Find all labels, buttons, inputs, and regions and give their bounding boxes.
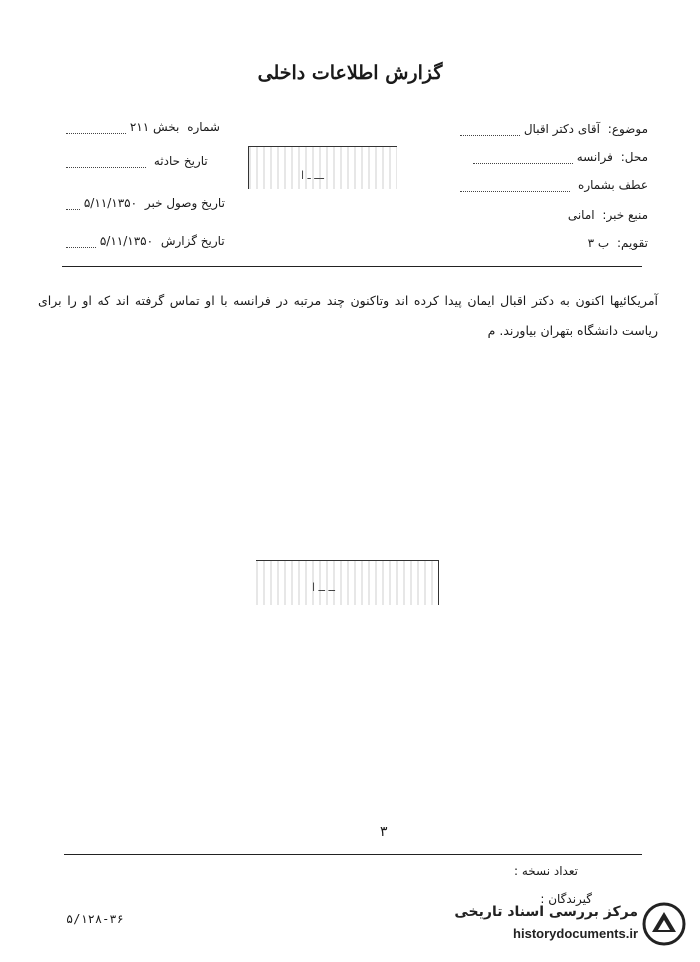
reference-dots [460,181,570,192]
copies-label: تعداد نسخه : [513,864,578,878]
recipients-label: گیرندگان : [540,892,592,906]
incident-date-dots [66,157,146,168]
middle-stamp [256,560,439,605]
receipt-date-dots [66,199,80,210]
source-label: منبع خبر: [602,208,648,222]
report-date-dots [66,237,96,248]
watermark-english: historydocuments.ir [513,926,638,941]
subject-dots [460,125,520,136]
source-field [568,208,648,222]
footer-divider [64,854,642,855]
report-body: آمریکائیها اکنون به دکتر اقبال ایمان پیدا کرده اند وتاکنون چند مرتبه در فرانسه با او تماس گرفته اند که او را برای ریاست دانشگاه بتهران بیاورند. م [38,293,658,338]
subject-value: آقای دکتر اقبال [523,122,600,136]
subject-field [460,122,648,136]
reference-field [460,178,648,192]
incident-date-label: تاریخ حادثه [153,154,208,168]
evaluation-label: تقویم: [617,236,648,250]
number-field [66,120,220,134]
number-dots [66,123,126,134]
top-stamp-texture [249,147,397,189]
report-date-field [66,234,225,248]
receipt-date-label: تاریخ وصول خبر [144,196,225,210]
place-value: فرانسه [576,150,613,164]
watermark [420,896,690,956]
evaluation-field [588,236,648,250]
reference-label: عطف بشماره [578,178,648,192]
number-value: بخش ۲۱۱ [129,120,180,134]
report-date-label: تاریخ گزارش [160,234,225,248]
receipt-date-field [66,196,225,210]
document-title: گزارش اطلاعات داخلی [257,62,443,84]
archive-logo-icon [642,902,686,946]
report-date-value: ۵/۱۱/۱۳۵۰ [99,234,154,248]
place-field [473,150,648,164]
document-code: ۵/۱۲۸-۳۶ [66,912,124,926]
page-number: ۳ [380,824,388,840]
number-label: شماره [187,120,220,134]
source-value: امانی [567,208,595,222]
place-label: محل: [620,150,648,164]
watermark-persian: مرکز بررسی اسناد تاریخی [454,904,638,920]
header-divider [62,266,642,267]
middle-stamp-texture [256,561,438,605]
middle-stamp-mark: ــ ــ ا [312,581,335,594]
evaluation-value: ب ۳ [587,236,610,250]
top-stamp [248,146,397,189]
incident-date-field [66,154,208,168]
place-dots [473,153,573,164]
subject-label: موضوع: [607,122,648,136]
top-stamp-mark: ـــ ـ ا [301,169,324,182]
receipt-date-value: ۵/۱۱/۱۳۵۰ [83,196,138,210]
